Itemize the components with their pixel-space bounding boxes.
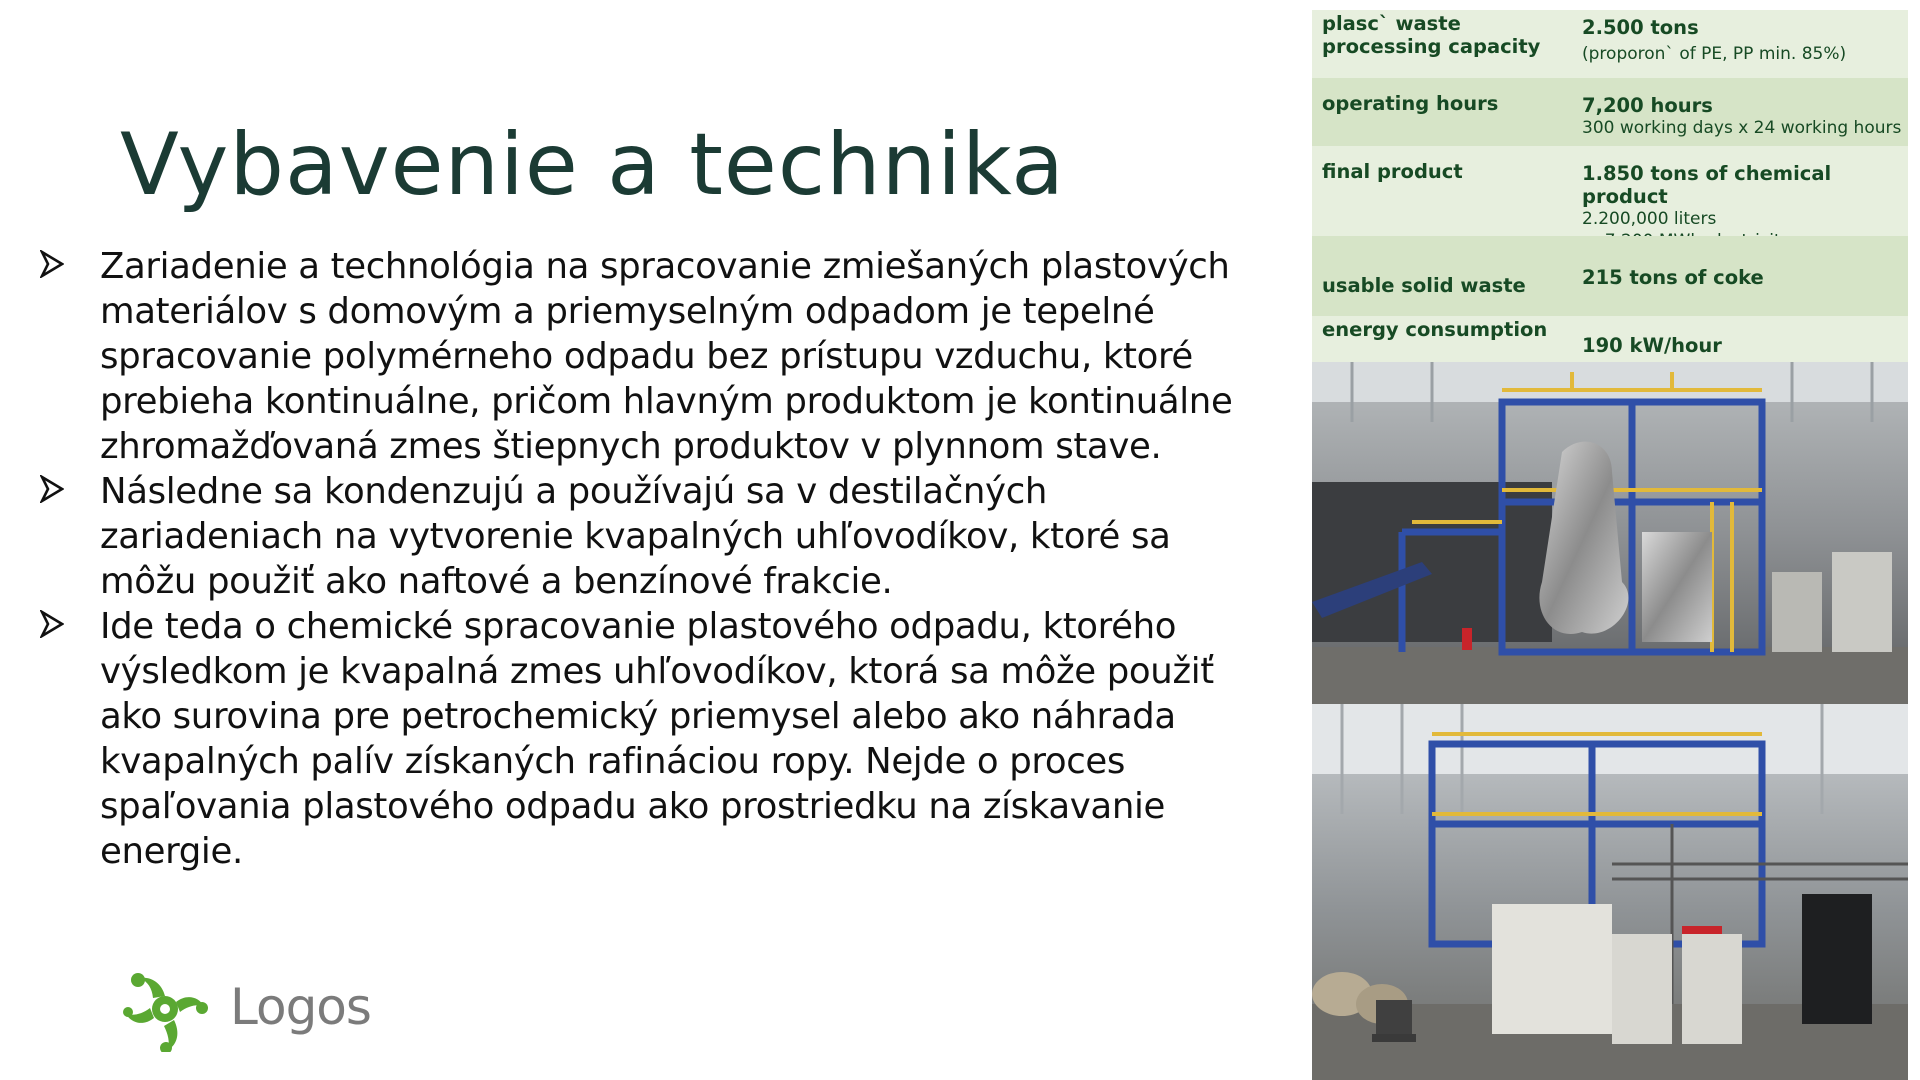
spec-row xyxy=(1312,146,1908,236)
spec-value xyxy=(1582,16,1912,65)
spec-label: final product xyxy=(1322,160,1463,183)
spec-row xyxy=(1312,236,1908,316)
logo xyxy=(122,966,382,1054)
spec-value-main: 190 kW/hour xyxy=(1582,334,1722,357)
spec-value-sub: 2.200,000 liters xyxy=(1582,209,1717,229)
plant-photo-1 xyxy=(1312,362,1908,704)
spec-value-main: 7,200 hours xyxy=(1582,94,1713,117)
spec-value-sub: 300 working days x 24 working hours xyxy=(1582,118,1902,138)
bullet-text: Zariadenie a technológia na spracovanie zmiešaných plastových materiálov s domovým a priemyselným odpadom je tepelné spracovanie polymérneho odpadu bez prístupu vzduchu, ktoré prebieha kontinuálne, pričom hlavným produktom je kontinuálne zhromažďovaná zmes štiepnych produktov v plynnom stave. xyxy=(100,246,1233,467)
slide-title: Vybavenie a technika xyxy=(120,115,1066,215)
arrow-bullet-icon xyxy=(40,610,64,638)
logos-swirl-icon xyxy=(122,966,208,1052)
plant-photo-2 xyxy=(1312,704,1908,1080)
bullet-item xyxy=(40,469,1240,604)
bullet-item xyxy=(40,604,1240,874)
spec-label: plasc` waste processing capacity xyxy=(1322,12,1541,58)
spec-row xyxy=(1312,78,1908,146)
logo-wordmark: Logos xyxy=(230,978,371,1036)
bullet-item xyxy=(40,244,1240,469)
bullet-text: Ide teda o chemické spracovanie plastového odpadu, ktorého výsledkom je kvapalná zmes uhľovodíkov, ktorá sa môže použiť ako surovina pre petrochemický priemysel alebo ako náhrada kvapalných palív získaných rafináciou ropy. Nejde o proces spaľovania plastového odpadu ako prostriedku na získavanie energie. xyxy=(100,606,1214,872)
bullet-text: Následne sa kondenzujú a používajú sa v destilačných zariadeniach na vytvorenie kvapalných uhľovodíkov, ktoré sa môžu použiť ako naftové a benzínové frakcie. xyxy=(100,471,1171,602)
spec-row xyxy=(1312,10,1908,78)
spec-value-main: 1.850 tons of chemical product xyxy=(1582,162,1832,208)
spec-label: usable solid waste xyxy=(1322,274,1526,297)
spec-label: energy consumption xyxy=(1322,318,1548,341)
spec-label: operating hours xyxy=(1322,92,1499,115)
spec-value-main: 2.500 tons xyxy=(1582,16,1699,39)
spec-value xyxy=(1582,334,1912,357)
spec-row xyxy=(1312,316,1908,368)
spec-value-main: 215 tons of coke xyxy=(1582,266,1764,289)
spec-value-sub: (proporon` of PE, PP min. 85%) xyxy=(1582,44,1847,64)
bullet-list xyxy=(40,244,1240,874)
arrow-bullet-icon xyxy=(40,475,64,503)
spec-value xyxy=(1582,94,1912,139)
spec-value xyxy=(1582,266,1912,289)
arrow-bullet-icon xyxy=(40,250,64,278)
